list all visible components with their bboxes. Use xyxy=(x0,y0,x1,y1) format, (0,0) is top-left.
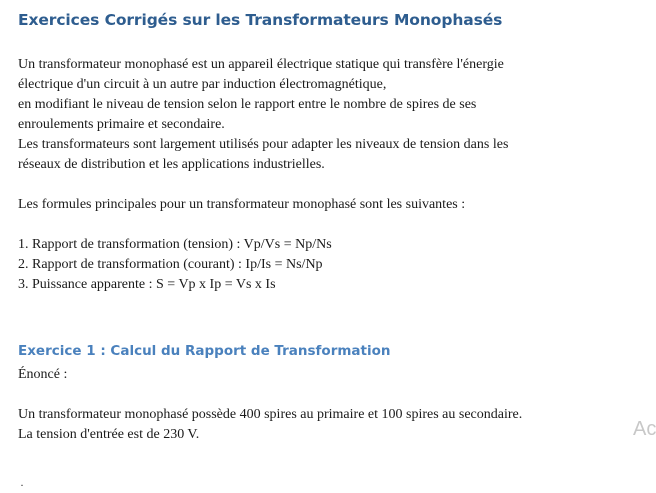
exercise-statement-line-1: Un transformateur monophasé possède 400 spires au primaire et 100 spires au secondaire. xyxy=(18,407,523,422)
formula-item-3: 3. Puissance apparente : S = Vp x Ip = Vs x Is xyxy=(18,277,276,292)
intro-line-1: Un transformateur monophasé est un appareil électrique statique qui transfère l'énergie xyxy=(18,57,504,72)
formula-item-1: 1. Rapport de transformation (tension) : Vp/Vs = Np/Ns xyxy=(18,237,332,252)
cropped-line-mark: · xyxy=(20,478,24,492)
document-title: Exercices Corrigés sur les Transformateurs Monophasés xyxy=(18,11,503,29)
intro-line-5: Les transformateurs sont largement utilisés pour adapter les niveaux de tension dans les xyxy=(18,137,509,152)
formulas-intro: Les formules principales pour un transformateur monophasé sont les suivantes : xyxy=(18,197,466,212)
intro-line-3: en modifiant le niveau de tension selon le rapport entre le nombre de spires de ses xyxy=(18,97,477,112)
watermark-fragment: Ac xyxy=(633,418,656,440)
formula-item-2: 2. Rapport de transformation (courant) : Ip/Is = Ns/Np xyxy=(18,257,323,272)
intro-line-4: enroulements primaire et secondaire. xyxy=(18,117,225,132)
intro-line-6: réseaux de distribution et les applications industrielles. xyxy=(18,157,325,172)
exercise-statement-label: Énoncé : xyxy=(18,367,68,382)
exercise-statement-line-2: La tension d'entrée est de 230 V. xyxy=(18,427,200,442)
intro-line-2: électrique d'un circuit à un autre par induction électromagnétique, xyxy=(18,77,387,92)
exercise-heading: Exercice 1 : Calcul du Rapport de Transformation xyxy=(18,343,391,359)
